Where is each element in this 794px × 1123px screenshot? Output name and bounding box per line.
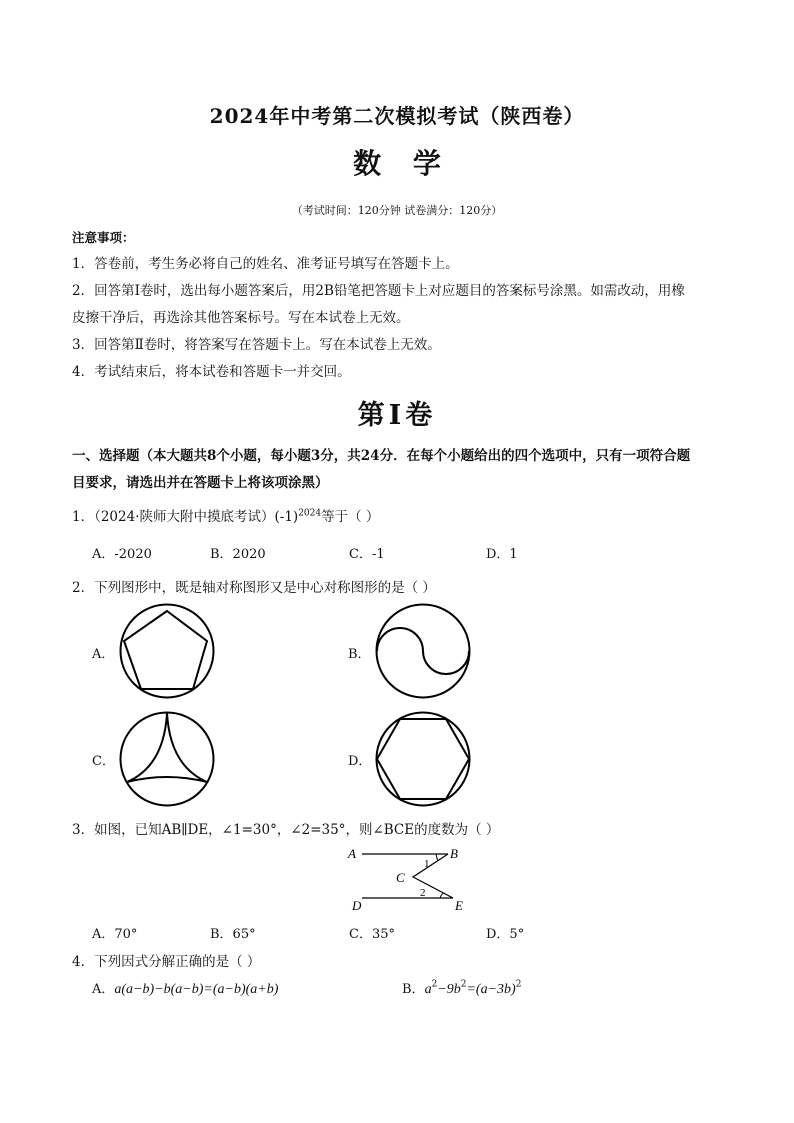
q3-option-b[interactable]: B．65° <box>210 927 256 942</box>
q2-option-a-label[interactable]: A． <box>92 647 115 662</box>
notice-heading: 注意事项： <box>72 230 135 245</box>
notice-item: 2．回答第Ⅰ卷时，选出每小题答案后，用2B铅笔把答题卡上对应题目的答案标号涂黑。如需改动，用橡 <box>72 283 685 299</box>
q1-suffix: 等于（ ） <box>321 509 380 525</box>
q4-option-a-expression: a(a−b)−b(a−b)=(a−b)(a+b) <box>114 982 279 997</box>
q1-base: (-1) <box>274 509 299 525</box>
curved-triangle-in-circle-figure <box>119 711 215 807</box>
notice-item: 1．答卷前，考生务必将自己的姓名、准考证号填写在答题卡上。 <box>72 256 459 272</box>
q4-option-b-lhs: a <box>424 982 432 997</box>
section-title: 第Ⅰ卷 <box>357 400 437 431</box>
notice-block <box>72 224 685 386</box>
q4-option-b-mid: −9b <box>437 982 461 997</box>
q4-option-a-label: A． <box>92 982 115 997</box>
q1-option-b[interactable]: B．2020 <box>210 547 266 562</box>
q3-option-c[interactable]: C．35° <box>349 927 395 942</box>
angle-2-label: 2 <box>420 887 426 899</box>
paper-title: 2024年中考第二次模拟考试（陕西卷） <box>209 104 585 128</box>
parallel-lines-figure <box>340 840 480 920</box>
q1-option-d[interactable]: D．1 <box>486 547 518 562</box>
angle-1-label: 1 <box>424 858 430 870</box>
q2-option-c-label[interactable]: C． <box>92 754 115 769</box>
hexagon-in-circle-figure <box>375 711 471 807</box>
q2-option-d-label[interactable]: D． <box>348 754 372 769</box>
point-c-label: C <box>396 870 405 885</box>
q4-option-b[interactable] <box>402 978 521 998</box>
notice-item: 皮擦干净后，再选涂其他答案标号。写在本试卷上无效。 <box>72 310 410 326</box>
part-instruction-line1: （本大题共8个小题，每小题3分，共24分．在每个小题给出的四个选项中，只有一项符合题 <box>139 448 691 464</box>
yin-yang-like-figure <box>375 603 471 699</box>
point-b-label: B <box>450 846 458 861</box>
exponent: 2 <box>460 979 467 990</box>
q1-exponent: 2024 <box>298 508 322 519</box>
part-label: 一、选择题 <box>72 448 140 464</box>
q2-option-b-label[interactable]: B． <box>348 647 371 662</box>
point-a-label: A <box>348 846 356 861</box>
q1-option-c[interactable]: C．-1 <box>349 547 385 562</box>
point-e-label: E <box>455 898 463 913</box>
q3-option-a[interactable]: A．70° <box>92 927 138 942</box>
q4-option-b-rhs: =(a−3b) <box>466 982 516 997</box>
pentagon-in-circle-figure <box>119 603 215 699</box>
q3-option-d[interactable]: D．5° <box>486 927 525 942</box>
q1-source: 1．（2024·陕师大附中摸底考试） <box>72 509 275 525</box>
part-instruction <box>72 443 690 497</box>
q4-option-b-label: B． <box>402 982 425 997</box>
question-4-stem: 4．下列因式分解正确的是（ ） <box>72 954 261 970</box>
question-1-stem <box>72 505 379 525</box>
exponent: 2 <box>515 979 522 990</box>
notice-item: 3．回答第Ⅱ卷时，将答案写在答题卡上。写在本试卷上无效。 <box>72 337 441 353</box>
q1-option-a[interactable]: A．-2020 <box>92 547 152 562</box>
point-d-label: D <box>352 898 362 913</box>
exam-info: （考试时间：120分钟 试卷满分：120分） <box>291 204 503 217</box>
exponent: 2 <box>431 979 438 990</box>
subject-title: 数 学 <box>353 147 441 180</box>
question-2-stem: 2．下列图形中，既是轴对称图形又是中心对称图形的是（ ） <box>72 580 436 596</box>
question-3-stem: 3．如图，已知AB∥DE，∠1=30°，∠2=35°，则∠BCE的度数为（ ） <box>72 822 500 838</box>
notice-item: 4．考试结束后，将本试卷和答题卡一并交回。 <box>72 364 351 380</box>
q4-option-a[interactable] <box>92 978 278 998</box>
part-instruction-line2: 目要求，请选出并在答题卡上将该项涂黑） <box>72 475 329 491</box>
